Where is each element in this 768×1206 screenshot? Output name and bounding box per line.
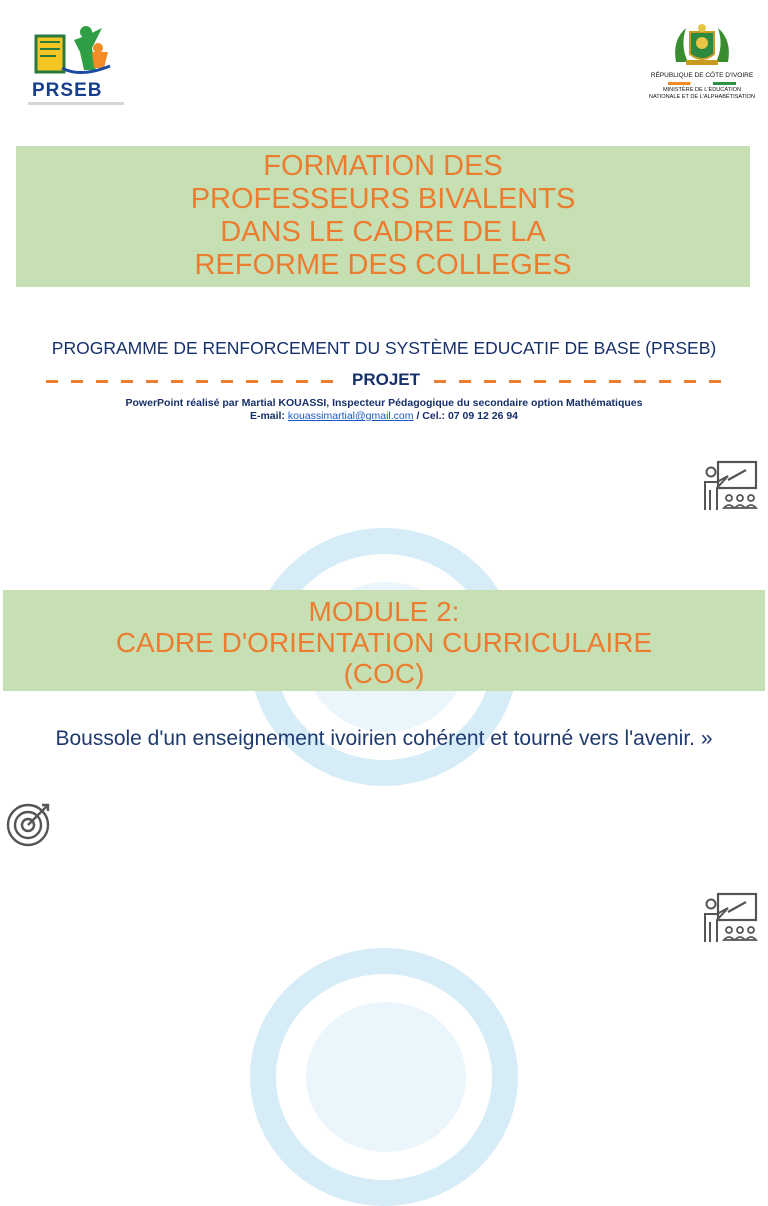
email-link[interactable]: kouassimartial@gmail.com [287, 410, 414, 422]
teacher-presentation-icon [702, 460, 760, 512]
ministry-logo [646, 22, 758, 110]
slide-title: FORMATION DES PROFESSEURS BIVALENTS DANS LE CADRE DE LA REFORME DES COLLEGES [190, 150, 576, 281]
prseb-subtitle [28, 102, 124, 105]
flag-rule [668, 82, 736, 85]
contact-line [0, 410, 768, 422]
program-heading: PROGRAMME DE RENFORCEMENT DU SYSTÈME EDUCATIF DE BASE (PRSEB) [51, 338, 717, 358]
prseb-wordmark: PRSEB [32, 80, 103, 101]
prseb-logo-icon [20, 22, 128, 82]
watermark-globe [250, 948, 518, 1206]
dashed-line-left [46, 380, 346, 383]
title-banner [16, 146, 750, 287]
ivory-coast-coat-of-arms-icon [646, 22, 758, 70]
email-prefix: E-mail: [249, 410, 288, 422]
module-tagline: Boussole d'un enseignement ivoirien cohérent et tourné vers l'avenir. » [55, 727, 713, 750]
teacher-presentation-icon [702, 892, 760, 944]
projet-label: PROJET [352, 370, 421, 389]
module-title: MODULE 2: CADRE D'ORIENTATION CURRICULAIRE (COC) [115, 596, 653, 689]
republic-label: RÉPUBLIQUE DE CÔTE D'IVOIRE [650, 72, 754, 79]
projet-divider [30, 368, 738, 392]
module-banner [3, 590, 765, 691]
target-icon [4, 798, 56, 848]
author-credit: PowerPoint réalisé par Martial KOUASSI, Inspecteur Pédagogique du secondaire option Mathématiques [125, 397, 643, 409]
prseb-logo [20, 22, 128, 114]
ministry-label: MINISTÈRE DE L'ÉDUCATION NATIONALE ET DE L'ALPHABÉTISATION [648, 87, 756, 100]
dashed-line-right [434, 380, 734, 383]
phone-text: / Cel.: 07 09 12 26 94 [413, 410, 519, 422]
